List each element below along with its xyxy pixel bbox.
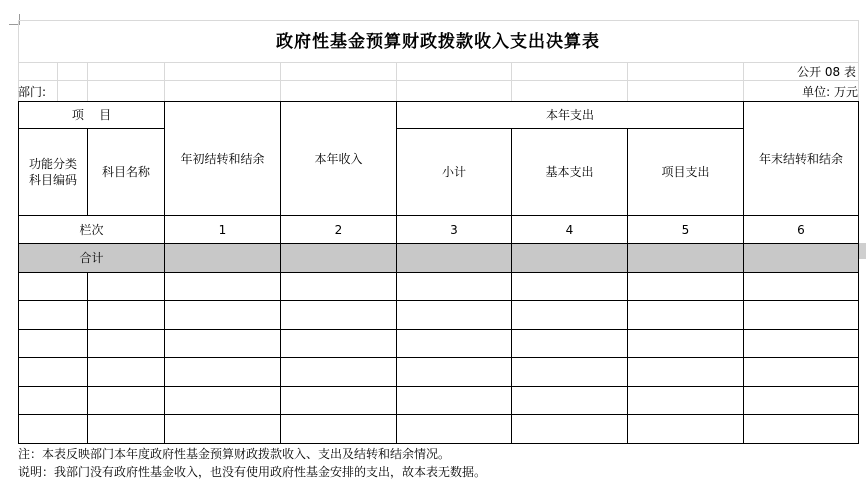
table-cell <box>281 244 397 273</box>
table-cell <box>397 273 512 301</box>
table-cell <box>744 244 859 273</box>
table-cell <box>512 330 628 358</box>
table-cell <box>19 330 88 358</box>
table-cell <box>397 358 512 387</box>
gridline <box>164 62 165 101</box>
table-cell <box>88 330 165 358</box>
table-cell <box>165 330 281 358</box>
gridline <box>396 62 397 101</box>
table-cell <box>744 358 859 387</box>
gridline <box>18 20 858 21</box>
table-cell <box>88 387 165 415</box>
header-item: 项 目 <box>19 102 165 129</box>
total-label: 合计 <box>19 244 165 273</box>
table-row <box>19 273 859 301</box>
gridline <box>627 62 628 101</box>
table-cell <box>165 244 281 273</box>
table-row <box>19 387 859 415</box>
table-row <box>19 301 859 330</box>
scroll-handle[interactable] <box>859 243 866 259</box>
table-cell <box>165 387 281 415</box>
table-cell <box>628 244 744 273</box>
table-cell <box>628 301 744 330</box>
table-cell <box>512 387 628 415</box>
table-cell <box>88 273 165 301</box>
table-cell <box>744 273 859 301</box>
table-cell <box>281 301 397 330</box>
table-row <box>19 358 859 387</box>
table-cell <box>744 387 859 415</box>
table-cell <box>165 273 281 301</box>
table-cell <box>628 415 744 444</box>
column-index: 3 <box>397 216 512 244</box>
gridline <box>87 62 88 101</box>
table-cell <box>281 330 397 358</box>
gridline <box>743 62 744 101</box>
table-cell <box>397 301 512 330</box>
form-number: 公开 08 表 <box>797 65 856 79</box>
explanation-line: 说明：我部门没有政府性基金收入，也没有使用政府性基金安排的支出，故本表无数据。 <box>18 465 487 479</box>
gridline <box>18 62 858 63</box>
table-cell <box>512 358 628 387</box>
table-cell <box>397 415 512 444</box>
note-line: 注：本表反映部门本年度政府性基金预算财政拨款收入、支出及结转和结余情况。 <box>18 447 451 461</box>
gridline <box>511 62 512 101</box>
header-closing-balance: 年末结转和结余 <box>744 102 859 216</box>
page-title: 政府性基金预算财政拨款收入支出决算表 <box>276 32 600 52</box>
header-opening-balance: 年初结转和结余 <box>165 102 281 216</box>
table-cell <box>19 387 88 415</box>
table-cell <box>281 387 397 415</box>
header-function-code: 功能分类 科目编码 <box>19 129 88 216</box>
table-cell <box>512 415 628 444</box>
column-index: 1 <box>165 216 281 244</box>
table-cell <box>281 415 397 444</box>
table-cell <box>512 301 628 330</box>
column-index: 5 <box>628 216 744 244</box>
total-row <box>19 244 859 273</box>
header-current-expense: 本年支出 <box>397 102 744 129</box>
table-row <box>19 415 859 444</box>
table-cell <box>281 358 397 387</box>
table-row <box>19 330 859 358</box>
table-cell <box>88 301 165 330</box>
unit-label: 单位: 万元 <box>802 85 858 99</box>
table-cell <box>397 330 512 358</box>
header-project-expense: 项目支出 <box>628 129 744 216</box>
table-cell <box>512 244 628 273</box>
table-cell <box>88 415 165 444</box>
header-current-income: 本年收入 <box>281 102 397 216</box>
table-cell <box>88 358 165 387</box>
table-cell <box>19 301 88 330</box>
budget-table <box>18 101 859 444</box>
gridline <box>18 80 858 81</box>
table-cell <box>744 330 859 358</box>
column-index: 6 <box>744 216 859 244</box>
table-cell <box>744 415 859 444</box>
header-subject-name: 科目名称 <box>88 129 165 216</box>
table-cell <box>744 301 859 330</box>
table-cell <box>512 273 628 301</box>
table-cell <box>628 273 744 301</box>
table-cell <box>281 273 397 301</box>
column-index: 2 <box>281 216 397 244</box>
gridline <box>858 20 859 101</box>
table-cell <box>397 387 512 415</box>
column-index-label: 栏次 <box>19 216 165 244</box>
table-cell <box>165 358 281 387</box>
table-cell <box>397 244 512 273</box>
table-cell <box>19 273 88 301</box>
department-label: 部门: <box>18 85 47 99</box>
table-cell <box>628 358 744 387</box>
table-cell <box>165 415 281 444</box>
column-index: 4 <box>512 216 628 244</box>
gridline <box>57 62 58 101</box>
table-cell <box>628 330 744 358</box>
gridline <box>280 62 281 101</box>
header-subtotal: 小计 <box>397 129 512 216</box>
header-basic-expense: 基本支出 <box>512 129 628 216</box>
table-cell <box>19 358 88 387</box>
table-cell <box>19 415 88 444</box>
table-cell <box>165 301 281 330</box>
table-cell <box>628 387 744 415</box>
